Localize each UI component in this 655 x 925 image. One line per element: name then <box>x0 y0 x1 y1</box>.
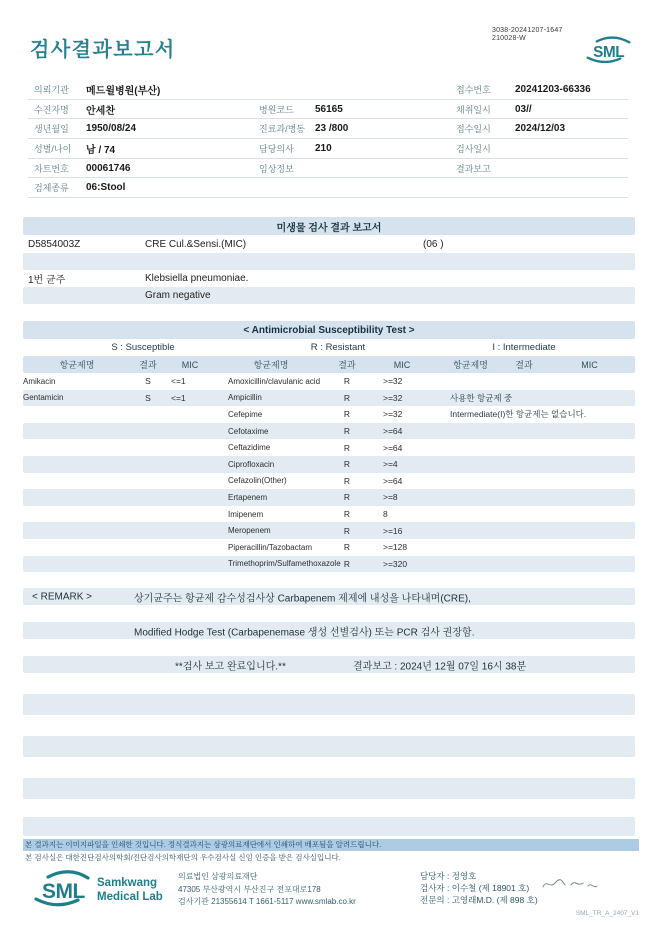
ast-row: Amikacin S <=1 Amoxicillin/clavulanic acid R >=32 <box>23 376 403 387</box>
legend-resistant: R : Resistant <box>310 342 366 353</box>
organism-name: Klebsiella pneumoniae. <box>145 273 249 284</box>
empty-row <box>23 253 635 270</box>
legend-intermediate: I : Intermediate <box>492 342 556 353</box>
staff-tester: 검사자 : 이수철 (제 18901 호) <box>420 882 530 893</box>
lab-name: Samkwang Medical Lab <box>97 877 163 903</box>
ast-row: Gentamicin S <=1 Ampicillin R >=32 사용한 항균제 중 <box>23 390 635 407</box>
doc-number-line1: 3038-20241207-1647 <box>492 27 563 34</box>
empty-row <box>23 736 635 757</box>
remark-row-1 <box>23 588 635 605</box>
sml-footer-logo-text: SML <box>42 880 85 903</box>
specimen-code: (06 ) <box>423 239 444 250</box>
ast-row: Ertapenem R >=8 <box>23 489 635 506</box>
report-complete-text: **검사 보고 완료입니다.** <box>175 661 286 672</box>
doc-numbers <box>492 27 563 43</box>
sml-logo-icon <box>585 35 632 65</box>
gram-stain: Gram negative <box>145 290 211 301</box>
strain-row <box>23 270 635 287</box>
footer-notice-accreditation: 본 검사실은 대한진단검사의학회/진단검사의학재단의 우수검사실 신임 인증을 받은 검사실입니다. <box>25 853 341 862</box>
signature-icon <box>540 876 602 892</box>
remark-line-1: 상기균주는 항균제 감수성검사상 Carbapenem 제제에 내성을 나타내며(CRE), <box>134 593 471 604</box>
patient-row: 성별/나이 남 / 74 담당의사 210 검사일시 <box>28 139 628 159</box>
ast-row: Cefazolin(Other) R >=64 <box>228 475 403 486</box>
report-complete-row <box>23 656 635 673</box>
ast-row: Meropenem R >=16 <box>23 522 635 539</box>
org-name: 의료법인 삼광의료재단 <box>178 872 258 881</box>
empty-row <box>23 817 635 836</box>
org-address: 47305 부산광역시 부산진구 전포대로178 <box>178 884 321 894</box>
footer-org-block <box>178 871 356 909</box>
ast-column-headers: 항균제명 결과 MIC 항균제명 결과 MIC 항균제명 결과 MIC <box>23 356 635 373</box>
footer-notice-highlighted: 본 결과지는 이미지파일을 인쇄한 것입니다. 정식결과지는 삼광의료재단에서 인쇄하여 배포됨을 알려드립니다. <box>23 839 639 851</box>
form-version: SML_TR_A_2407_V1 <box>575 910 639 917</box>
ast-row: Cefotaxime R >=64 <box>23 423 635 440</box>
footer-staff-block <box>420 871 538 906</box>
patient-row: 의뢰기관 메드윌병원(부산) 접수번호 20241203-66336 <box>28 80 628 100</box>
empty-row <box>23 694 635 715</box>
remark-line-2: Modified Hodge Test (Carbapenemase 생성 선별검사) 또는 PCR 검사 권장함. <box>134 627 475 638</box>
remark-row-2 <box>23 622 635 639</box>
page-title: 검사결과보고서 <box>30 39 176 61</box>
report-datetime: 결과보고 : 2024년 12월 07일 16시 38분 <box>353 661 527 672</box>
micro-test-row <box>23 236 635 253</box>
ast-section-header: < Antimicrobial Susceptibility Test > <box>23 321 635 339</box>
ast-row: Ceftazidime R >=64 <box>228 442 403 453</box>
test-code: D5854003Z <box>28 239 81 250</box>
ast-row: Trimethoprim/Sulfamethoxazole R >=320 <box>23 556 635 573</box>
org-contact: 검사기관 21355614 T 1661-5117 www.smlab.co.kr <box>178 897 356 907</box>
patient-row: 생년월일 1950/08/24 진료과/병동 23 /800 접수일시 2024/12/03 <box>28 119 628 139</box>
doc-number-line2: 210028-W <box>492 35 526 42</box>
sml-footer-logo-icon <box>33 869 91 909</box>
ast-row: Ciprofloxacin R >=4 <box>23 456 635 473</box>
patient-row: 차트번호 00061746 임상정보 결과보고 <box>28 159 628 179</box>
gram-row <box>23 287 635 304</box>
staff-manager: 담당자 : 정영호 <box>420 871 477 881</box>
ast-row: Piperacillin/Tazobactam R >=128 <box>228 542 408 553</box>
ast-row: Cefepime R >=32 Intermediate(I)한 항균제는 없습니다. <box>228 409 587 420</box>
ast-table <box>23 373 635 572</box>
strain-label: 1번 균주 <box>28 275 66 286</box>
remark-label: < REMARK > <box>32 591 93 602</box>
micro-section-header: 미생물 검사 결과 보고서 <box>23 217 635 235</box>
empty-row <box>23 778 635 799</box>
legend-susceptible: S : Susceptible <box>111 342 175 353</box>
staff-doctor: 전문의 : 고영래M.D. (제 898 호) <box>420 894 538 905</box>
patient-row: 수진자명 안세찬 병원코드 56165 채취일시 03// <box>28 100 628 120</box>
ast-legend <box>23 339 635 356</box>
ast-row: Imipenem R 8 <box>228 509 388 520</box>
test-name: CRE Cul.&Sensi.(MIC) <box>145 239 247 250</box>
sml-logo-text: SML <box>593 43 625 61</box>
patient-row: 검체종류 06:Stool <box>28 178 628 198</box>
patient-info-table <box>28 80 628 198</box>
